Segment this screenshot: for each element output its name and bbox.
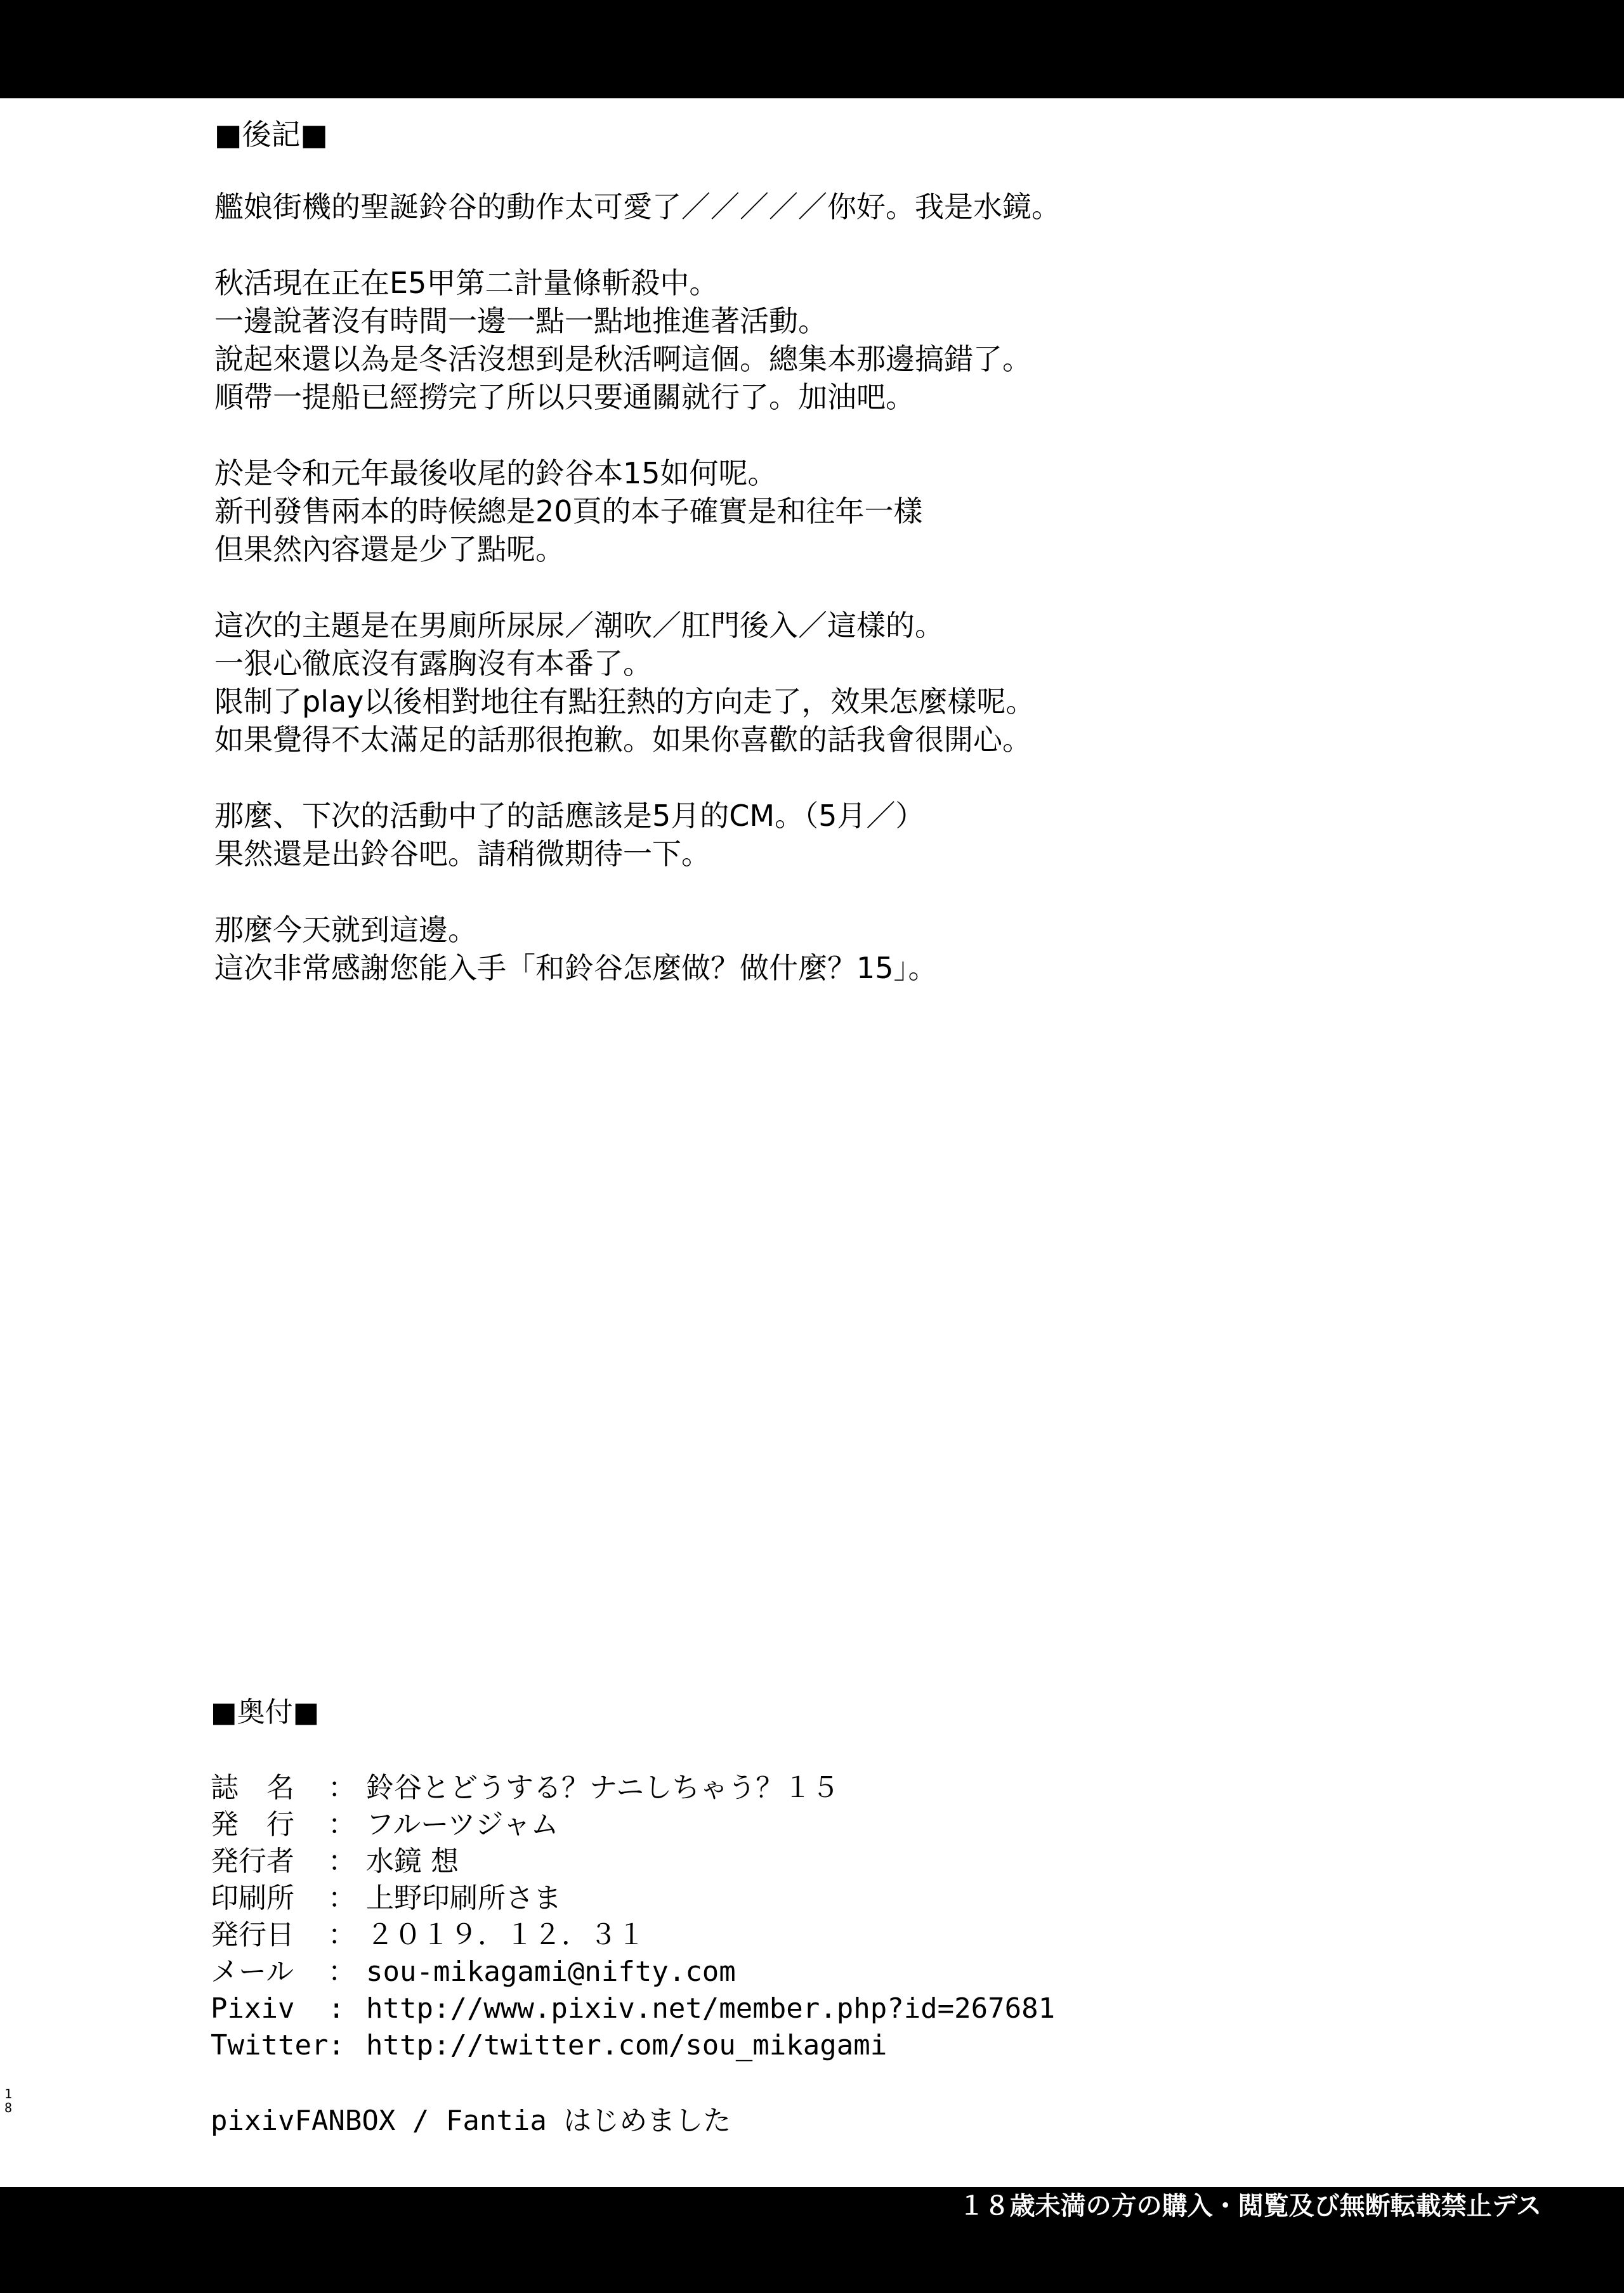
- top-black-bar: [0, 0, 1624, 98]
- colophon-row-issuer: [211, 1843, 1543, 1880]
- afterword-line: 這次非常感謝您能入手「和鈴谷怎麼做？做什麼？15」。: [214, 951, 938, 985]
- afterword-line: 於是令和元年最後收尾的鈴谷本15如何呢。: [214, 456, 777, 490]
- colophon-separator: :: [328, 2029, 345, 2061]
- colophon-value: 上野印刷所さま: [366, 1882, 561, 1914]
- colophon-value: http://twitter.com/sou_mikagami: [366, 2029, 887, 2061]
- colophon-section: [211, 1694, 1543, 2064]
- colophon-row-title: [211, 1770, 1543, 1806]
- afterword-line: 那麼、下次的活動中了的話應該是5月的CM。（5月／）: [214, 799, 925, 833]
- colophon-value: ２０１９．１２．３１: [366, 1919, 645, 1951]
- afterword-paragraph: [214, 606, 1547, 759]
- afterword-line: 說起來還以為是冬活沒想到是秋活啊這個。總集本那邊搞錯了。: [214, 342, 1031, 376]
- colophon-separator: ：: [328, 1772, 356, 1804]
- afterword-paragraph: [214, 264, 1547, 416]
- colophon-separator: ：: [328, 1882, 356, 1914]
- afterword-paragraph: [214, 188, 1547, 226]
- colophon-label: 発 行: [211, 1808, 294, 1841]
- colophon-label: Pixiv: [211, 1992, 295, 2025]
- colophon-label: 発行日: [211, 1919, 294, 1951]
- afterword-line: 但果然內容還是少了點呢。: [214, 532, 565, 566]
- afterword-line: 這次的主題是在男廁所尿尿／潮吹／肛門後入／這樣的。: [214, 608, 944, 643]
- afterword-line: 秋活現在正在E5甲第二計量條斬殺中。: [214, 266, 719, 300]
- afterword-paragraph: [214, 797, 1547, 873]
- colophon-label: 印刷所: [211, 1882, 294, 1914]
- afterword-title: ■後記■: [214, 117, 328, 152]
- colophon-title: ■奥付■: [211, 1696, 320, 1728]
- colophon-value: 鈴谷とどうする？ナニしちゃう？１５: [366, 1772, 840, 1804]
- afterword-line: 如果覺得不太滿足的話那很抱歉。如果你喜歡的話我會很開心。: [214, 722, 1031, 757]
- colophon-separator: ：: [328, 1808, 356, 1841]
- afterword-line: 限制了play以後相對地往有點狂熱的方向走了，效果怎麼樣呢。: [214, 684, 1035, 719]
- colophon-row-twitter: [211, 2027, 1543, 2064]
- page-number: 18: [4, 2086, 13, 2115]
- colophon-row-printer: [211, 1880, 1543, 1917]
- afterword-line: 果然還是出鈴谷吧。請稍微期待一下。: [214, 837, 710, 871]
- afterword-line: 艦娘街機的聖誕鈴谷的動作太可愛了／／／／／你好。我是水鏡。: [214, 190, 1061, 224]
- age-restriction-notice: １８歳未満の方の購入・閲覧及び無断転載禁止デス: [959, 2192, 1542, 2221]
- afterword-line: 一邊說著沒有時間一邊一點一點地推進著活動。: [214, 304, 827, 338]
- afterword-line: 新刊發售兩本的時候總是20頁的本子確實是和往年一樣: [214, 494, 923, 528]
- colophon-row-date: [211, 1917, 1543, 1954]
- colophon-separator: ：: [328, 1919, 356, 1951]
- colophon-label: Twitter: [211, 2029, 329, 2061]
- afterword-line: 那麼今天就到這邊。: [214, 913, 477, 947]
- colophon-row-pixiv: [211, 1990, 1543, 2027]
- colophon-row-email: [211, 1954, 1543, 1990]
- colophon-row-publisher: [211, 1806, 1543, 1843]
- colophon-separator: ：: [328, 1956, 356, 1988]
- colophon-value: http://www.pixiv.net/member.php?id=267681: [366, 1992, 1056, 2025]
- colophon-label: メール: [211, 1956, 294, 1988]
- afterword-line: 順帶一提船已經撈完了所以只要通關就行了。加油吧。: [214, 380, 915, 414]
- fanbox-notice: pixivFANBOX / Fantia はじめました: [211, 2105, 731, 2137]
- colophon-label: 誌 名: [211, 1772, 294, 1804]
- colophon-value: sou-mikagami@nifty.com: [366, 1956, 736, 1988]
- afterword-section: [214, 114, 1547, 1025]
- afterword-paragraph: [214, 911, 1547, 987]
- colophon-value: 水鏡 想: [366, 1845, 459, 1878]
- afterword-paragraph: [214, 454, 1547, 568]
- colophon-separator: :: [328, 1992, 345, 2025]
- colophon-label: 発行者: [211, 1845, 294, 1878]
- colophon-value: フルーツジャム: [366, 1808, 559, 1841]
- afterword-line: 一狠心徹底沒有露胸沒有本番了。: [214, 646, 652, 681]
- colophon-separator: ：: [328, 1845, 356, 1878]
